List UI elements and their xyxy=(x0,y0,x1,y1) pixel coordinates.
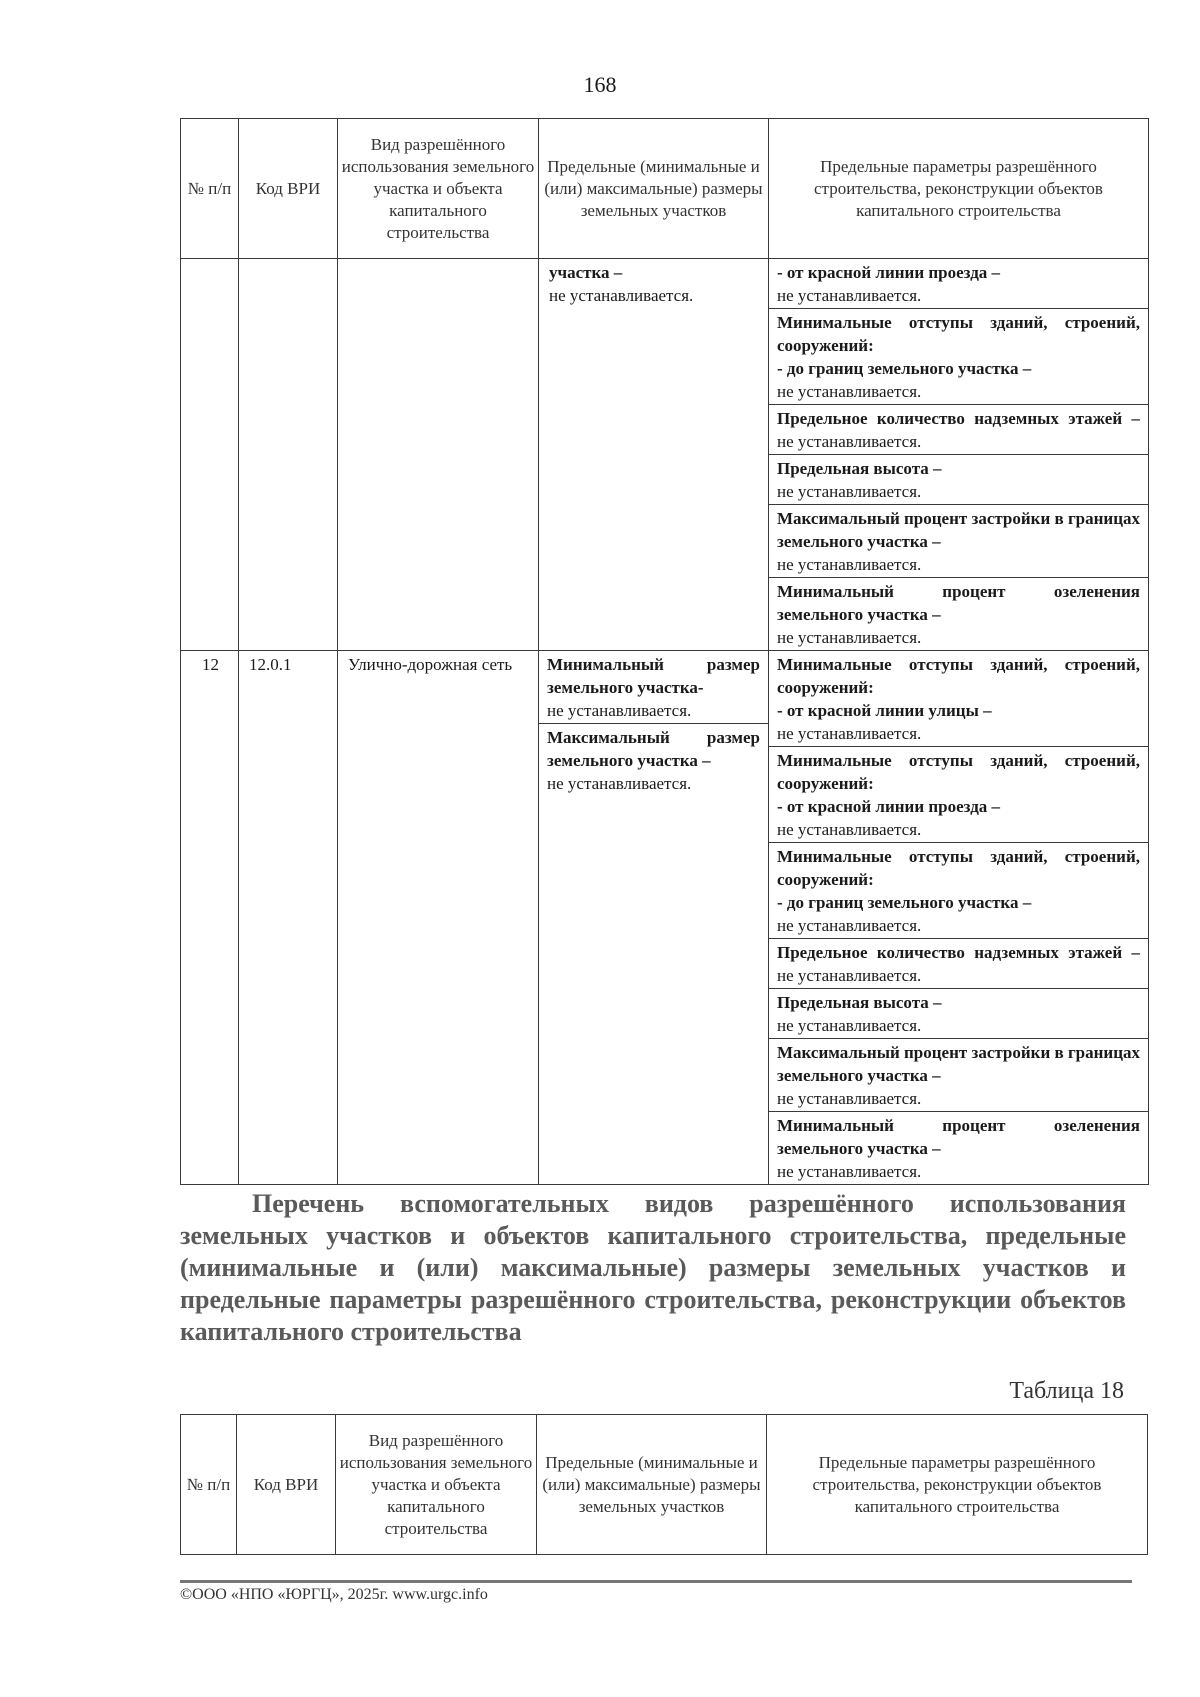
header-kind: Вид разрешённого использования земельного участка и объекта капитального строительства xyxy=(338,119,539,259)
sizes-cell xyxy=(539,259,769,651)
page-number: 168 xyxy=(583,72,617,97)
footer-copyright: ©ООО «НПО «ЮРГЦ», 2025г. www.urgc.info xyxy=(180,1586,488,1603)
zoning-table xyxy=(180,118,1149,1185)
table-header-row xyxy=(181,1415,1148,1555)
table-caption: Таблица 18 xyxy=(1009,1378,1124,1404)
params-cell xyxy=(769,651,1149,1185)
param-item: Максимальный процент застройки в границах земельного участка – не устанавливается. xyxy=(769,1039,1148,1112)
row-code: 12.0.1 xyxy=(239,651,338,1185)
header-num: № п/п xyxy=(181,119,239,259)
section-heading: Перечень вспомогательных видов разрешённого использования земельных участков и объектов капитального строительства, предельные (минимальные и (или) максимальные) размеры земельных участков и предельные параметры разрешённого строительства, реконструкции объектов капитального строительства xyxy=(180,1189,1126,1346)
param-item: Минимальные отступы зданий, строений, сооружений: - до границ земельного участка – не устанавливается. xyxy=(769,843,1148,939)
header-sizes: Предельные (минимальные и (или) максимальные) размеры земельных участков xyxy=(537,1415,767,1555)
params-cell xyxy=(769,259,1149,651)
param-item: - от красной линии проезда – не устанавливается. xyxy=(769,259,1148,309)
size-title: участка – xyxy=(549,263,623,282)
param-item: Минимальные отступы зданий, строений, сооружений: - до границ земельного участка – не устанавливается. xyxy=(769,309,1148,405)
table-row xyxy=(181,651,1149,1185)
header-code: Код ВРИ xyxy=(239,119,338,259)
row-num: 12 xyxy=(181,651,239,1185)
param-item: Минимальные отступы зданий, строений, сооружений: - от красной линии проезда – не устанавливается. xyxy=(769,747,1148,843)
table-header-row xyxy=(181,119,1149,259)
params-list xyxy=(769,259,1148,650)
header-params: Предельные параметры разрешённого строительства, реконструкции объектов капитального строительства xyxy=(767,1415,1148,1555)
param-item: Минимальные отступы зданий, строений, сооружений: - от красной линии улицы – не устанавливается. xyxy=(769,651,1148,747)
size-item: Минимальный размер земельного участка- не устанавливается. xyxy=(539,651,768,724)
header-params: Предельные параметры разрешённого строительства, реконструкции объектов капитального строительства xyxy=(769,119,1149,259)
size-item: Максимальный размер земельного участка – не устанавливается. xyxy=(547,728,760,793)
row-kind: Улично-дорожная сеть xyxy=(338,651,539,1185)
header-sizes: Предельные (минимальные и (или) максимальные) размеры земельных участков xyxy=(539,119,769,259)
table-18-header xyxy=(180,1414,1148,1555)
table-row xyxy=(181,259,1149,651)
param-item: Предельное количество надземных этажей – не устанавливается. xyxy=(769,405,1148,455)
footer-divider xyxy=(180,1580,1132,1583)
param-item: Минимальный процент озеленения земельного участка – не устанавливается. xyxy=(777,1116,1140,1181)
header-kind: Вид разрешённого использования земельного участка и объекта капитального строительства xyxy=(336,1415,537,1555)
sizes-cell xyxy=(539,651,769,1185)
header-num: № п/п xyxy=(181,1415,237,1555)
param-item: Минимальный процент озеленения земельного участка – не устанавливается. xyxy=(777,582,1140,647)
param-item: Предельное количество надземных этажей – не устанавливается. xyxy=(769,939,1148,989)
sizes-list xyxy=(539,651,768,796)
param-item: Предельная высота – не устанавливается. xyxy=(769,989,1148,1039)
param-item: Предельная высота – не устанавливается. xyxy=(769,455,1148,505)
size-value: не устанавливается. xyxy=(549,286,694,305)
param-item: Максимальный процент застройки в границах земельного участка – не устанавливается. xyxy=(769,505,1148,578)
params-list xyxy=(769,651,1148,1184)
header-code: Код ВРИ xyxy=(237,1415,336,1555)
